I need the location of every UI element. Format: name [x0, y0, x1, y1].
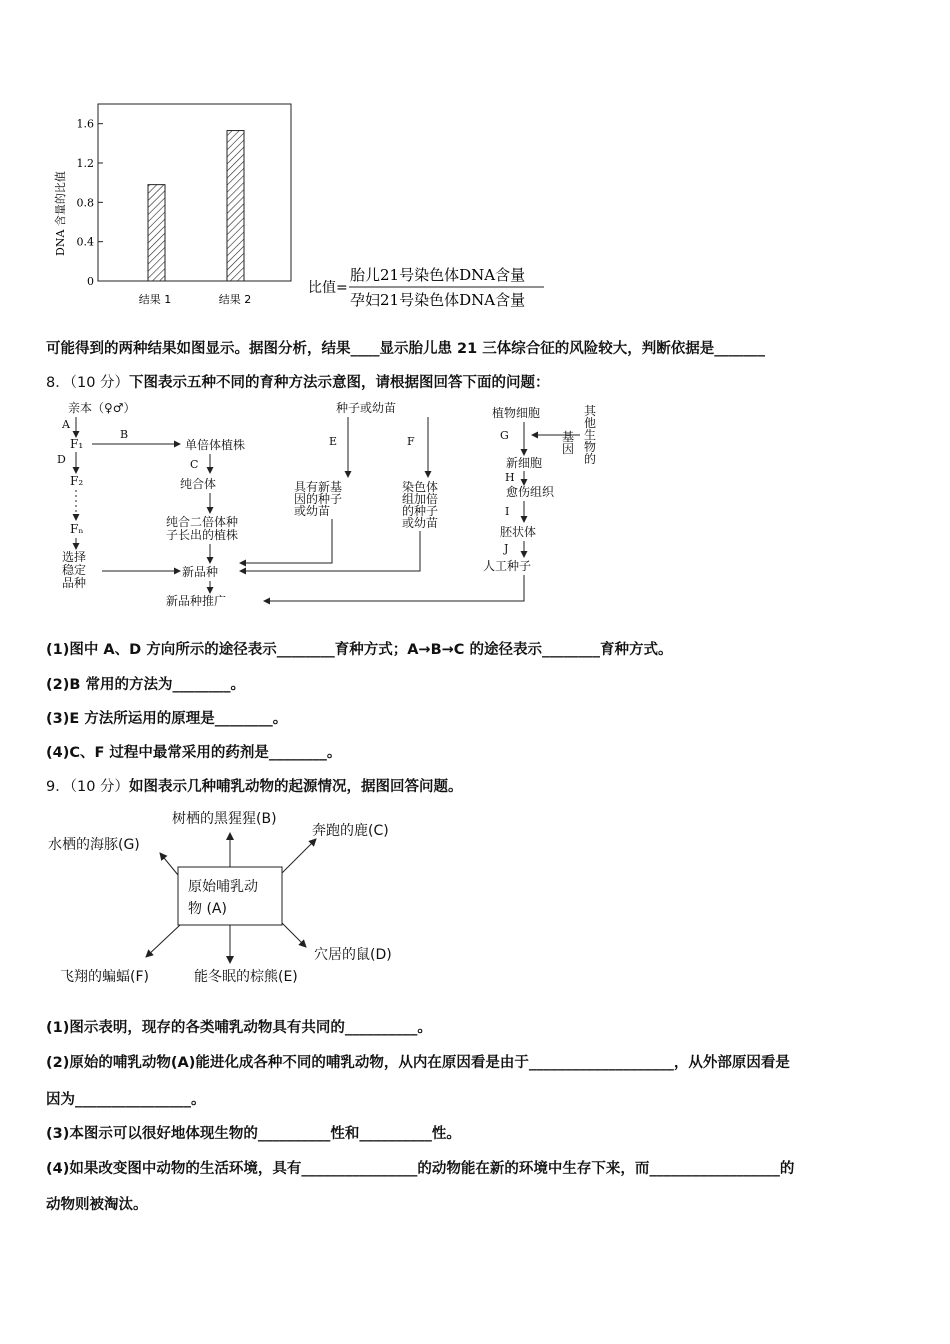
node-other-2: 他: [584, 416, 597, 430]
q9-sub3: (3)本图示可以很好地体现生物的__________性和__________性。: [46, 1126, 461, 1142]
label-E-bear: 能冬眠的棕熊(E): [194, 969, 298, 985]
q8-stem-text: 下图表示五种不同的育种方法示意图，请根据图回答下面的问题：: [129, 375, 550, 391]
q9-sub2b: 因为________________。: [46, 1092, 206, 1108]
node-select-3: 品种: [62, 576, 87, 590]
node-select-1: 选择: [62, 550, 87, 564]
node-Fn: Fₙ: [70, 522, 84, 536]
node-promote: 新品种推广: [166, 594, 227, 608]
bar-result-1: [148, 185, 165, 281]
node-chrom-1: 染色体: [402, 480, 439, 494]
label-G: G: [500, 429, 509, 442]
label-C: C: [190, 458, 199, 471]
label-D-mouse: 穴居的鼠(D): [314, 947, 392, 963]
node-chrom-2: 组加倍: [402, 492, 439, 506]
q9-stem-text: 如图表示几种哺乳动物的起源情况，据图回答问题。: [129, 779, 463, 795]
y-tick-label: 1.2: [76, 157, 94, 170]
label-B-chimp: 树栖的黑猩猩(B): [172, 811, 277, 827]
q8-stem: [46, 371, 550, 392]
arrow-to-C: [282, 839, 316, 873]
label-C-deer: 奔跑的鹿(C): [312, 823, 389, 839]
y-tick-label: 0.8: [76, 196, 94, 210]
q7-tail-text: 可能得到的两种结果如图显示。据图分析，结果____显示胎儿患 21 三体综合征的风险较大，判断依据是_______: [46, 341, 766, 357]
node-seed: 种子或幼苗: [336, 401, 397, 415]
label-F: F: [407, 435, 415, 448]
q8-sub3: (3)E 方法所运用的原理是________。: [46, 711, 288, 727]
node-pure-diploid-2: 子长出的植株: [166, 528, 239, 542]
bar-result-2: [227, 131, 244, 281]
center-label-2: 物 (A): [188, 901, 227, 917]
q9-sub2a: (2)原始的哺乳动物(A)能进化成各种不同的哺乳动物，从内在原因看是由于____________________，从外部原因看是: [46, 1055, 790, 1071]
node-chrom-3: 的种子: [402, 504, 439, 518]
node-other-1: 其: [584, 404, 597, 418]
arrow-artificial-promote: [264, 575, 524, 601]
label-E: E: [329, 435, 338, 448]
label-D: D: [57, 453, 66, 466]
q8-number: 8．（10 分）: [46, 375, 130, 391]
category-label-2: 结果 2: [218, 293, 252, 306]
node-new-cell: 新细胞: [506, 456, 543, 470]
arrow-newgene-newvariety: [240, 519, 332, 563]
node-chrom-4: 或幼苗: [402, 516, 439, 530]
node-pure: 纯合体: [180, 477, 217, 491]
center-label-1: 原始哺乳动: [188, 879, 258, 895]
node-gene-2: 因: [562, 442, 575, 456]
label-G-dolphin: 水栖的海豚(G): [48, 837, 140, 853]
y-tick-label: 0: [87, 275, 94, 288]
q8-sub2: (2)B 常用的方法为________。: [46, 677, 245, 693]
dna-ratio-chart: [40, 96, 580, 316]
arrow-to-G: [160, 853, 178, 875]
node-other-5: 的: [584, 452, 597, 466]
node-select-2: 稳定: [62, 563, 87, 577]
mammal-origin-diagram: [40, 805, 440, 995]
node-parent: 亲本（♀♂）: [68, 401, 136, 415]
q8-sub1: (1)图中 A、D 方向所示的途径表示________育种方式；A→B→C 的途径表示________育种方式。: [46, 642, 673, 658]
label-H: H: [505, 471, 515, 484]
chart-ylabel: DNA 含量的比值: [54, 171, 67, 256]
arrow-to-D: [282, 923, 306, 947]
category-label-1: 结果 1: [138, 293, 172, 306]
y-tick-label: 0.4: [76, 235, 94, 249]
node-other-3: 生: [584, 428, 597, 442]
label-F-bat: 飞翔的蝙蝠(F): [60, 969, 149, 985]
node-newgene-1: 具有新基: [294, 480, 343, 494]
formula-denominator: 孕妇21号染色体DNA含量: [350, 291, 526, 309]
node-embryoid: 胚状体: [500, 525, 537, 539]
arrow-chrom-newvariety: [240, 531, 420, 571]
node-F2: F₂: [70, 474, 84, 488]
node-haploid: 单倍体植株: [185, 438, 246, 452]
q8-sub4: (4)C、F 过程中最常采用的药剂是________。: [46, 745, 342, 761]
q9-sub4b: 动物则被淘汰。: [46, 1197, 148, 1213]
node-plant-cell: 植物细胞: [492, 406, 541, 420]
q9-stem: [46, 775, 463, 796]
y-tick-label: 1.6: [76, 117, 94, 131]
node-callus: 愈伤组织: [506, 485, 555, 499]
node-pure-diploid-1: 纯合二倍体种: [166, 515, 239, 529]
node-new-variety: 新品种: [182, 565, 219, 579]
node-F1: F₁: [70, 437, 84, 451]
label-I: I: [505, 505, 510, 518]
label-A: A: [62, 418, 70, 431]
q9-sub4a: (4)如果改变图中动物的生活环境，具有________________的动物能在新的环境中生存下来，而__________________的: [46, 1161, 795, 1177]
node-gene-1: 基: [562, 430, 575, 444]
label-J: J: [504, 542, 509, 555]
chart-frame: [98, 104, 291, 281]
breeding-diagram: [40, 395, 620, 617]
node-other-4: 物: [584, 440, 597, 454]
label-B: B: [120, 428, 129, 441]
node-artificial-seed: 人工种子: [483, 559, 532, 573]
node-newgene-2: 因的种子: [294, 492, 343, 506]
node-newgene-3: 或幼苗: [294, 504, 331, 518]
arrow-to-F: [146, 925, 180, 957]
formula-numerator: 胎儿21号染色体DNA含量: [350, 266, 526, 284]
formula-prefix: 比值=: [308, 280, 348, 296]
q9-sub1: (1)图示表明，现存的各类哺乳动物具有共同的__________。: [46, 1020, 432, 1036]
q9-number: 9．（10 分）: [46, 779, 130, 795]
